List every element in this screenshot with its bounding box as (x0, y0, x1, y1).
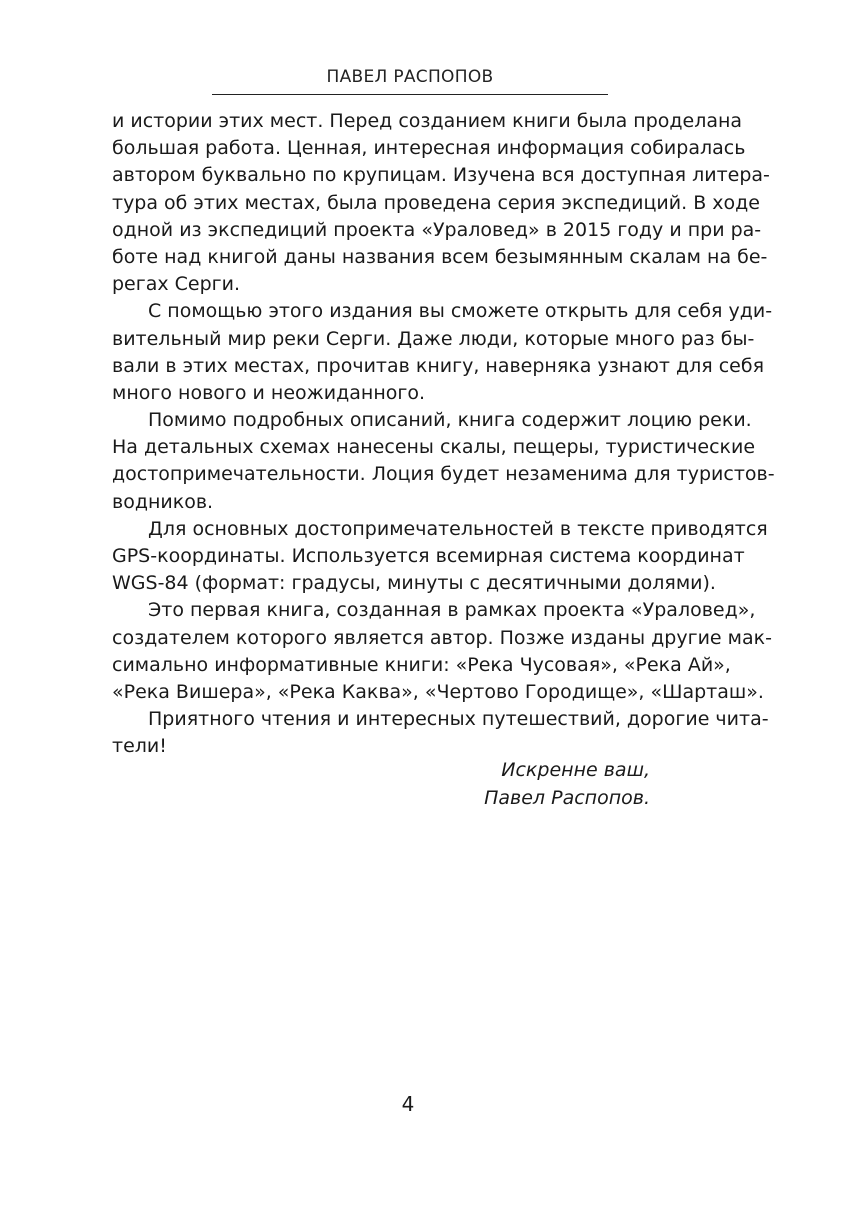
signature (380, 757, 650, 812)
text-line: вали в этих местах, прочитав книгу, наверняка узнают для себя (112, 354, 764, 377)
text-line: «Река Вишера», «Река Каква», «Чертово Городище», «Шарташ». (112, 680, 764, 703)
text-line: создателем которого является автор. Позже изданы другие мак- (112, 626, 772, 649)
text-line: Помимо подробных описаний, книга содержит лоцию реки. (148, 409, 752, 432)
signature-closing: Искренне ваш, (501, 759, 650, 781)
text-line: тура об этих местах, была проведена серия экспедиций. В ходе (112, 191, 760, 214)
text-line: водников. (112, 490, 214, 513)
text-line: вительный мир реки Серги. Даже люди, которые много раз бы- (112, 327, 755, 350)
running-head-title: ПАВЕЛ РАСПОПОВ (212, 62, 608, 95)
text-line: WGS-84 (формат: градусы, минуты с десятичными долями). (112, 572, 716, 595)
body-text (112, 108, 775, 761)
text-line: регах Серги. (112, 273, 241, 296)
text-line: На детальных схемах нанесены скалы, пещеры, туристические (112, 436, 756, 459)
page-number: 4 (401, 1092, 415, 1116)
text-line: боте над книгой даны названия всем безымянным скалам на бе- (112, 245, 768, 268)
text-line: автором буквально по крупицам. Изучена вся доступная литера- (112, 164, 770, 187)
text-line: Это первая книга, созданная в рамках проекта «Ураловед», (148, 599, 756, 622)
text-line: симально информативные книги: «Река Чусовая», «Река Ай», (112, 653, 731, 676)
signature-author: Павел Распопов. (484, 786, 650, 809)
text-line: тели! (112, 735, 167, 758)
text-line: и истории этих мест. Перед созданием книги была проделана (112, 110, 743, 132)
text-line: большая работа. Ценная, интересная информация собиралась (112, 137, 746, 160)
text-line: GPS-координаты. Используется всемирная система координат (112, 545, 745, 567)
text-line: С помощью этого издания вы сможете открыть для себя уди- (148, 300, 773, 323)
text-line: много нового и неожиданного. (112, 381, 426, 404)
text-line: Для основных достопримечательностей в тексте приводятся (148, 517, 768, 540)
text-line: достопримечательности. Лоция будет незаменима для туристов- (112, 463, 775, 486)
text-line: одной из экспедиций проекта «Ураловед» в 2015 году и при ра- (112, 218, 762, 241)
text-line: Приятного чтения и интересных путешествий, дорогие чита- (148, 708, 769, 731)
